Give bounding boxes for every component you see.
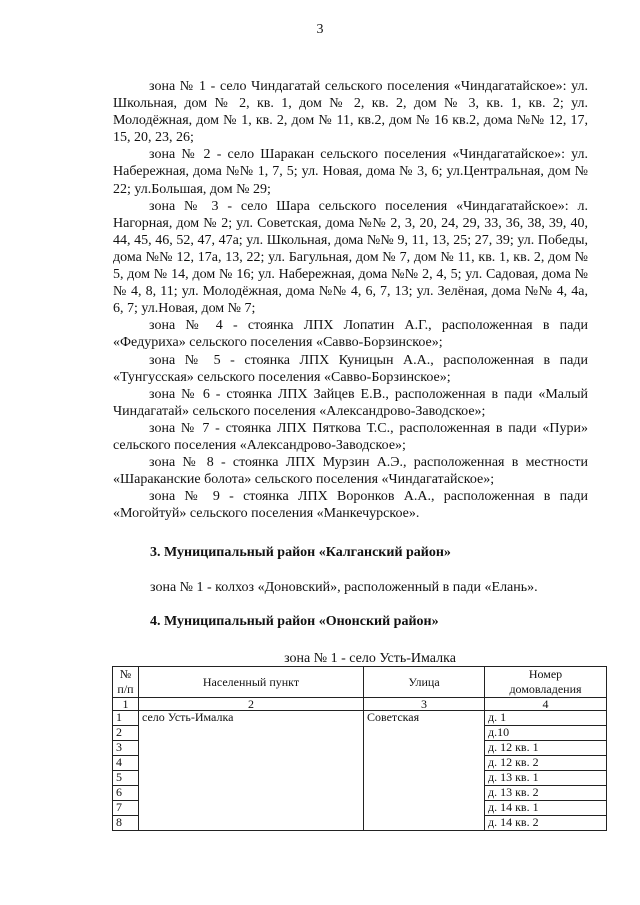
house-cell: д. 12 кв. 2 [485, 756, 607, 771]
zone-paragraph: зона № 6 - стоянка ЛПХ Зайцев Е.В., расположенная в пади «Малый Чиндагатай» сельского поселения «Александрово-Заводское»; [113, 386, 588, 419]
row-number: 5 [113, 771, 139, 786]
row-number: 6 [113, 786, 139, 801]
table-caption: зона № 1 - село Усть-Ималка [284, 651, 456, 666]
section-4-heading: 4. Муниципальный район «Ононский район» [150, 614, 439, 629]
section-3-heading: 3. Муниципальный район «Калганский район» [150, 545, 451, 560]
zone-paragraph: зона № 4 - стоянка ЛПХ Лопатин А.Г., расположенная в пади «Федуриха» сельского поселения «Савво-Борзинское»; [113, 318, 588, 351]
table-row [113, 711, 607, 726]
column-number: 2 [139, 698, 364, 711]
street-cell: Советская [364, 711, 485, 831]
header-number-abbr: п/п [117, 682, 134, 696]
header-house-line1: Номер [528, 667, 563, 681]
zone-paragraph: зона № 1 - село Чиндагатай сельского поселения «Чиндагатайское»: ул. Школьная, дом № 2, кв. 1, дом № 2, кв. 2, дом № 3, кв. 1, кв. 2; ул. Молодёжная, дом № 1, кв. 2, дом № 11, кв.2, дом № 16 кв.2, дома №№ 12, 17, 15, 20, 23, 26; [113, 79, 588, 146]
zone-paragraph: зона № 9 - стоянка ЛПХ Воронков А.А., расположенная в пади «Могойтуй» сельского поселения «Манкечурское». [113, 489, 588, 522]
row-number: 4 [113, 756, 139, 771]
zone-list [113, 78, 588, 522]
zone-paragraph: зона № 3 - село Шара сельского поселения «Чиндагатайское»: л. Нагорная, дом № 2; ул. Советская, дома №№ 2, 3, 20, 24, 29, 33, 36, 38, 39, 40, 44, 45, 46, 52, 47, 47а; ул. Школьная, дома №№ 9, 11, 13, 25; 27, 39; ул. Победы, дома №№ 12, 17а, 13, 22; ул. Багульная, дом № 7, дом № 11, кв. 1, кв. 2, дом № 5, дом № 14, дом № 16; ул. Набережная, дома №№ 2, 4, 5; ул. Садовая, дома №№ 4, 8, 11; ул. Молодёжная, дома №№ 4, 6, 7, 13; ул. Зелёная, дома №№ 4, 4а, 6, 7; ул.Новая, дом № 7; [113, 198, 588, 317]
column-number-row [113, 698, 607, 711]
house-cell: д. 14 кв. 2 [485, 816, 607, 831]
page-number: 3 [316, 22, 324, 37]
house-cell: д. 14 кв. 1 [485, 801, 607, 816]
row-number: 3 [113, 741, 139, 756]
column-number: 3 [364, 698, 485, 711]
row-number: 7 [113, 801, 139, 816]
header-settlement: Населенный пункт [139, 667, 364, 698]
zone-paragraph: зона № 2 - село Шаракан сельского поселения «Чиндагатайское»: ул. Набережная, дома №№ 1, 7, 5; ул. Новая, дома № 3, 6; ул.Центральная, дом № 22; ул.Большая, дом № 29; [113, 147, 588, 197]
house-cell: д.10 [485, 726, 607, 741]
header-number [113, 667, 139, 698]
column-number: 4 [485, 698, 607, 711]
house-cell: д. 13 кв. 1 [485, 771, 607, 786]
header-street: Улица [364, 667, 485, 698]
settlement-cell: село Усть-Ималка [139, 711, 364, 831]
house-cell: д. 13 кв. 2 [485, 786, 607, 801]
row-number: 2 [113, 726, 139, 741]
zone-paragraph: зона № 5 - стоянка ЛПХ Куницын А.А., расположенная в пади «Тунгусская» сельского поселения «Савво-Борзинское»; [113, 352, 588, 385]
zone-paragraph: зона № 8 - стоянка ЛПХ Мурзин А.Э., расположенная в местности «Шараканские болота» сельского поселения «Чиндагатайское»; [113, 455, 588, 488]
house-cell: д. 12 кв. 1 [485, 741, 607, 756]
row-number: 1 [113, 711, 139, 726]
header-house-number [485, 667, 607, 698]
house-cell: д. 1 [485, 711, 607, 726]
zone-paragraph: зона № 7 - стоянка ЛПХ Пяткова Т.С., расположенная в пади «Пури» сельского поселения «Александрово-Заводское»; [113, 420, 588, 453]
header-number-symbol: № [119, 667, 132, 681]
section-3-zone: зона № 1 - колхоз «Доновский», расположенный в пади «Елань». [150, 580, 538, 595]
row-number: 8 [113, 816, 139, 831]
address-table [112, 666, 607, 831]
table-header-row [113, 667, 607, 698]
column-number: 1 [113, 698, 139, 711]
header-house-line2: домовладения [509, 682, 582, 696]
